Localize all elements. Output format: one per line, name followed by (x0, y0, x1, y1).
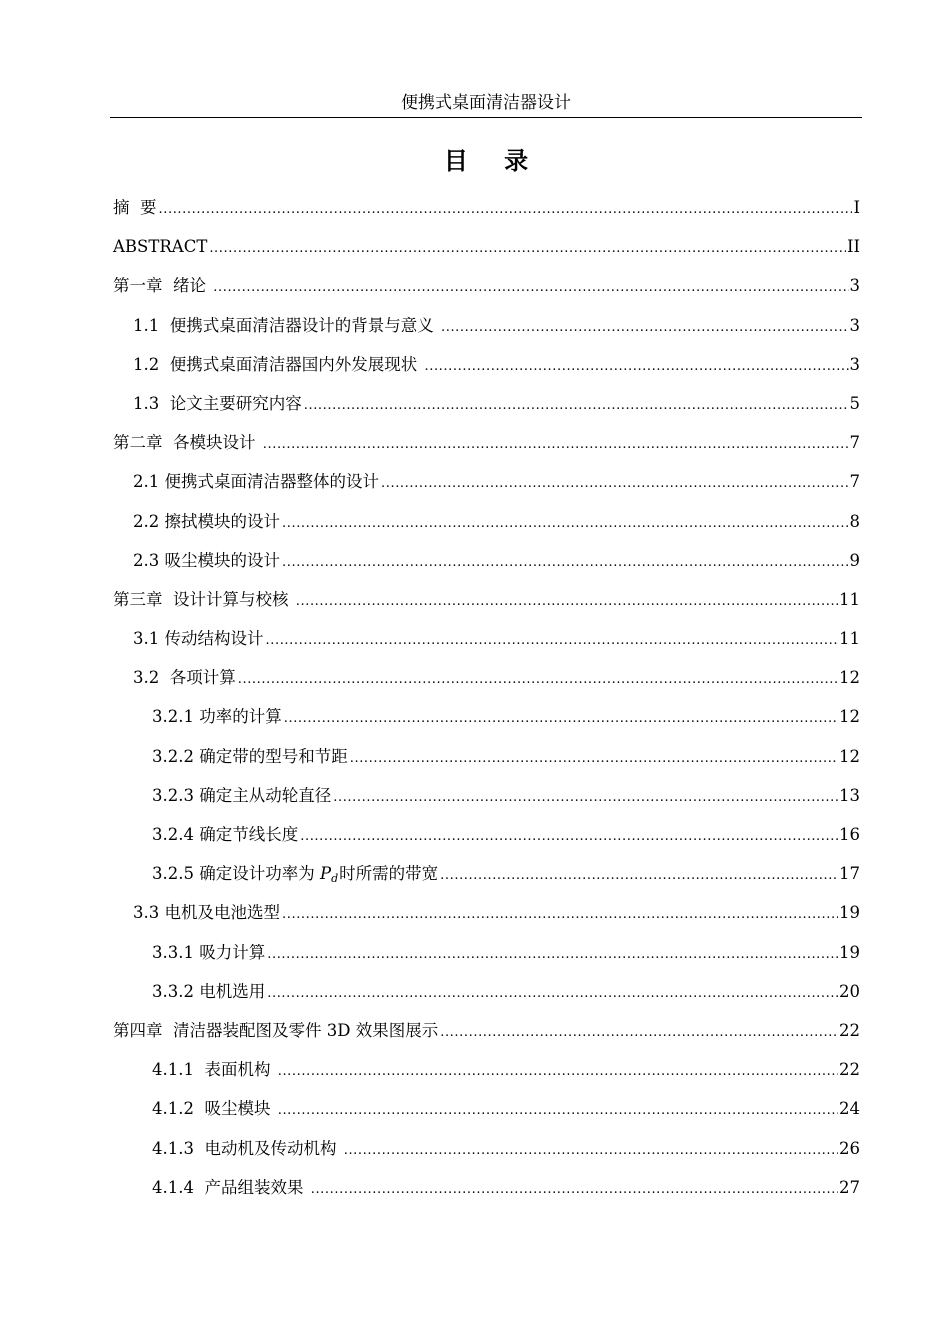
toc-leader-dots (267, 974, 838, 1013)
toc-entry-page: 11 (839, 589, 860, 609)
toc-entry-label: 2.3 吸尘模块的设计 (133, 550, 280, 570)
toc-entry-label: 3.3 电机及电池选型 (133, 903, 280, 923)
toc-leader-dots (282, 543, 849, 582)
toc-entry-page: II (846, 237, 860, 257)
toc-leader-dots (333, 778, 838, 817)
toc-entry-page: 12 (839, 707, 860, 727)
toc-leader-dots (344, 1131, 838, 1170)
toc-entry-3-3-2[interactable] (113, 972, 860, 1011)
toc-entry-page: 7 (849, 472, 860, 492)
toc-entry-page: 12 (839, 746, 860, 766)
toc-entry-1-1[interactable] (113, 306, 860, 345)
toc-entry-page: 8 (849, 511, 860, 531)
toc-entry-label: 3.2.3 确定主从动轮直径 (152, 785, 332, 805)
toc-entry-label: 3.1 传动结构设计 (133, 629, 264, 649)
toc-leader-dots (263, 425, 849, 464)
toc-entry-page: 13 (839, 785, 860, 805)
toc-entry-3-2-3[interactable] (113, 776, 860, 815)
toc-entry-label: 1.3 论文主要研究内容 (133, 393, 302, 413)
toc-entry-label: 1.2 便携式桌面清洁器国内外发展现状 (133, 354, 423, 374)
toc-leader-dots (213, 268, 848, 307)
toc-leader-dots (278, 1052, 838, 1091)
toc-entry-label: 4.1.3 电动机及传动机构 (152, 1138, 342, 1158)
toc-entry-page: 3 (849, 276, 860, 296)
toc-entry-page: 17 (839, 864, 860, 884)
toc-entry-3-2-2[interactable] (113, 737, 860, 776)
toc-leader-dots (296, 582, 838, 621)
toc-entry-4-1-3[interactable] (113, 1129, 860, 1168)
toc-entry-page: 26 (839, 1138, 860, 1158)
toc-entry-label: 第二章 各模块设计 (113, 433, 261, 453)
toc-entry-label: 摘 要 (113, 198, 157, 217)
toc-entry-chapter-3[interactable] (113, 580, 860, 619)
toc-entry-3-2-4[interactable] (113, 815, 860, 854)
toc-entry-4-1-4[interactable] (113, 1168, 860, 1207)
toc-label-after: 时所需的带宽 (339, 864, 439, 884)
toc-entry-3-3[interactable] (113, 893, 860, 932)
toc-leader-dots (381, 464, 849, 503)
toc-entry-page: 11 (839, 629, 860, 649)
toc-leader-dots (266, 621, 839, 660)
toc-entry-label: 4.1.4 产品组装效果 (152, 1177, 309, 1197)
toc-entry-label: 2.2 擦拭模块的设计 (133, 511, 280, 531)
toc-entry-page: 19 (839, 903, 860, 923)
toc-leader-dots (282, 504, 849, 543)
power-subscript: d (331, 872, 339, 886)
toc-leader-dots (278, 1091, 838, 1130)
toc-leader-dots (267, 935, 838, 974)
toc-entry-label: 3.2.1 功率的计算 (152, 707, 282, 727)
toc-leader-dots (159, 190, 853, 229)
toc-leader-dots (300, 817, 838, 856)
power-symbol: P (319, 864, 332, 884)
toc-entry-page: 24 (839, 1099, 860, 1119)
toc-entry-page: 12 (839, 668, 860, 688)
toc-entry-page: 19 (839, 942, 860, 962)
toc-title: 目 录 (443, 147, 543, 175)
toc-entry-page: 3 (849, 354, 860, 374)
toc-leader-dots (311, 1170, 838, 1209)
toc-entry-label: 第四章 清洁器装配图及零件 3D 效果图展示 (113, 1020, 439, 1040)
running-header: 便携式桌面清洁器设计 (401, 93, 571, 113)
toc-entry-label: 第三章 设计计算与校核 (113, 589, 294, 609)
header-rule (110, 117, 862, 118)
toc-leader-dots (441, 308, 849, 347)
toc-entry-page: 7 (849, 433, 860, 453)
toc-leader-dots (440, 856, 838, 895)
toc-entry-page: 27 (839, 1177, 860, 1197)
toc-entry-page: 5 (849, 393, 860, 413)
toc-entry-chapter-4[interactable] (113, 1011, 860, 1050)
toc-leader-dots (282, 895, 838, 934)
toc-entry-3-2-1[interactable] (113, 697, 860, 736)
toc-entry-abstract-en[interactable] (113, 227, 860, 266)
toc-entry-2-2[interactable] (113, 502, 860, 541)
toc-entry-3-2[interactable] (113, 658, 860, 697)
toc-leader-dots (304, 386, 849, 425)
toc-entry-page: 9 (849, 550, 860, 570)
toc-entry-label: 3.3.1 吸力计算 (152, 942, 266, 962)
toc-entry-1-3[interactable] (113, 384, 860, 423)
toc-entry-label: 3.2.2 确定带的型号和节距 (152, 746, 348, 766)
table-of-contents (113, 188, 860, 1207)
toc-leader-dots (238, 660, 838, 699)
toc-entry-4-1-2[interactable] (113, 1089, 860, 1128)
toc-entry-2-1[interactable] (113, 462, 860, 501)
toc-leader-dots (440, 1013, 838, 1052)
toc-entry-label: 2.1 便携式桌面清洁器整体的设计 (133, 472, 379, 492)
toc-entry-label: 4.1.2 吸尘模块 (152, 1099, 276, 1119)
toc-entry-abstract-cn[interactable] (113, 188, 860, 227)
toc-entry-page: 22 (839, 1020, 860, 1040)
toc-entry-page: I (853, 198, 860, 217)
toc-entry-3-3-1[interactable] (113, 933, 860, 972)
toc-entry-label: 1.1 便携式桌面清洁器设计的背景与意义 (133, 315, 439, 335)
toc-entry-3-2-5[interactable] (113, 854, 860, 893)
toc-entry-label: 第一章 绪论 (113, 276, 212, 296)
toc-entry-page: 20 (839, 981, 860, 1001)
toc-entry-label: 4.1.1 表面机构 (152, 1060, 276, 1080)
toc-entry-4-1-1[interactable] (113, 1050, 860, 1089)
toc-leader-dots (424, 347, 848, 386)
toc-entry-chapter-2[interactable] (113, 423, 860, 462)
toc-entry-page: 3 (849, 315, 860, 335)
toc-entry-1-2[interactable] (113, 345, 860, 384)
toc-leader-dots (350, 739, 838, 778)
toc-entry-page: 16 (839, 825, 860, 844)
toc-entry-label: 3.2.4 确定节线长度 (152, 825, 299, 844)
toc-entry-label: 3.3.2 电机选用 (152, 981, 266, 1001)
toc-label-before: 3.2.5 确定设计功率为 (152, 864, 320, 884)
toc-entry-label: 3.2 各项计算 (133, 668, 236, 688)
toc-entry-chapter-1[interactable] (113, 266, 860, 305)
toc-entry-2-3[interactable] (113, 541, 860, 580)
toc-entry-page: 22 (839, 1060, 860, 1080)
toc-leader-dots (209, 229, 846, 268)
toc-leader-dots (284, 699, 838, 738)
toc-entry-label (152, 854, 438, 898)
toc-entry-3-1[interactable] (113, 619, 860, 658)
toc-entry-label: ABSTRACT (113, 237, 208, 257)
